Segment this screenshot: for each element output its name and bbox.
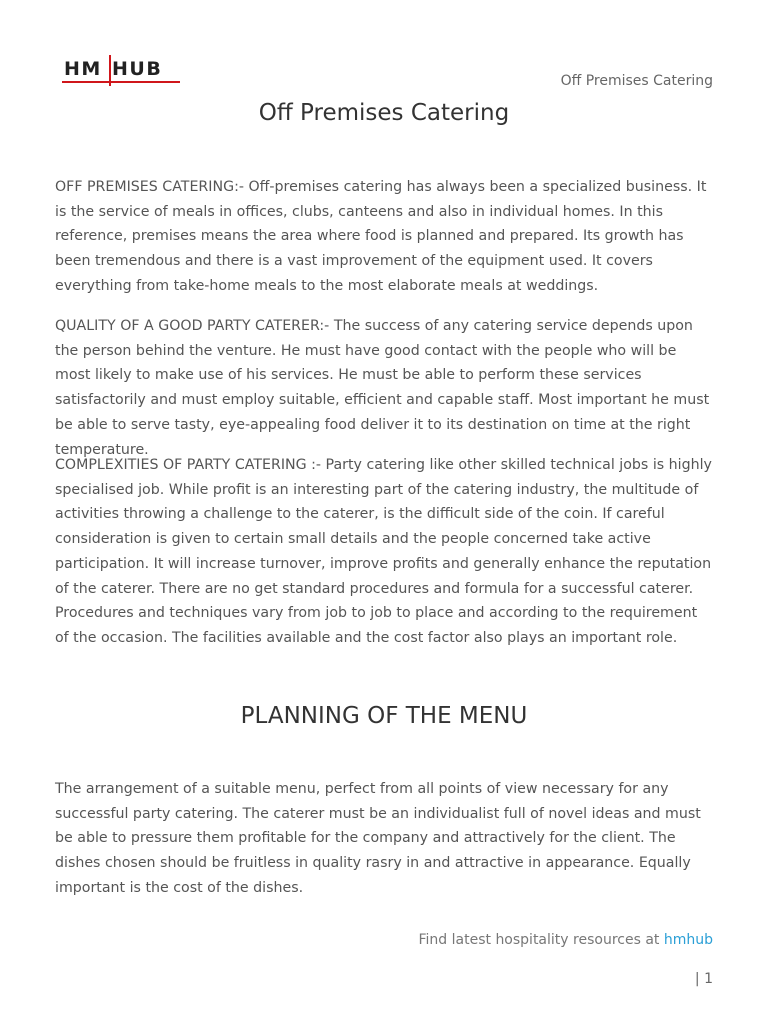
hmhub-link[interactable]: hmhub — [663, 932, 713, 948]
paragraph-planning-menu — [55, 777, 713, 901]
paragraph-text: COMPLEXITIES OF PARTY CATERING :- Party catering like other skilled technical jobs is highly specialised job. While profit is an interesting part of the catering industry, the multitude of activities throwing a challenge to the caterer, is the difficult side of the coin. If careful consideration is given to certain small details and the people concerned take active participation. It will increase turnover, improve profits and generally enhance the reputation of the caterer. There are no get standard procedures and formula for a successful caterer. Procedures and techniques vary from job to job to place and according to the requirement of the occasion. The facilities available and the cost factor also plays an important role. — [55, 457, 712, 646]
paragraph-text: OFF PREMISES CATERING:- Off-premises catering has always been a specialized business. It is the service of meals in offices, clubs, canteens and also in individual homes. In this reference, premises means the area where food is planned and prepared. Its growth has been tremendous and there is a vast improvement of the equipment used. It covers everything from take-home meals to the most elaborate meals at weddings. — [55, 179, 707, 294]
paragraph-complexities — [55, 453, 713, 651]
hmhub-logo[interactable] — [62, 55, 180, 85]
logo-text-hm: HM — [64, 58, 102, 80]
paragraph-text: The arrangement of a suitable menu, perfect from all points of view necessary for any successful party catering. The caterer must be an individualist full of novel ideas and must be able to pressure them profitable for the company and attractively for the client. The dishes chosen should be fruitless in quality rasry in and attractive in appearance. Equally important is the cost of the dishes. — [55, 781, 701, 896]
logo-underline — [62, 81, 180, 83]
paragraph-off-premises-catering — [55, 175, 713, 299]
page-number: | 1 — [694, 971, 713, 987]
logo-text-hub: HUB — [112, 58, 163, 80]
running-header-title: Off Premises Catering — [560, 73, 713, 89]
paragraph-quality-of-caterer — [55, 314, 713, 462]
footer-text: Find latest hospitality resources at — [418, 932, 664, 948]
section-heading: PLANNING OF THE MENU — [240, 703, 528, 729]
page-title: Off Premises Catering — [258, 100, 510, 126]
footer-resources — [419, 932, 714, 948]
paragraph-text: QUALITY OF A GOOD PARTY CATERER:- The success of any catering service depends upon the person behind the venture. He must have good contact with the people who will be most likely to make use of his services. He must be able to perform these services satisfactorily and must employ suitable, efficient and capable staff. Most important he must be able to serve tasty, eye-appealing food deliver it to its destination on time at the right temperature. — [55, 318, 710, 458]
